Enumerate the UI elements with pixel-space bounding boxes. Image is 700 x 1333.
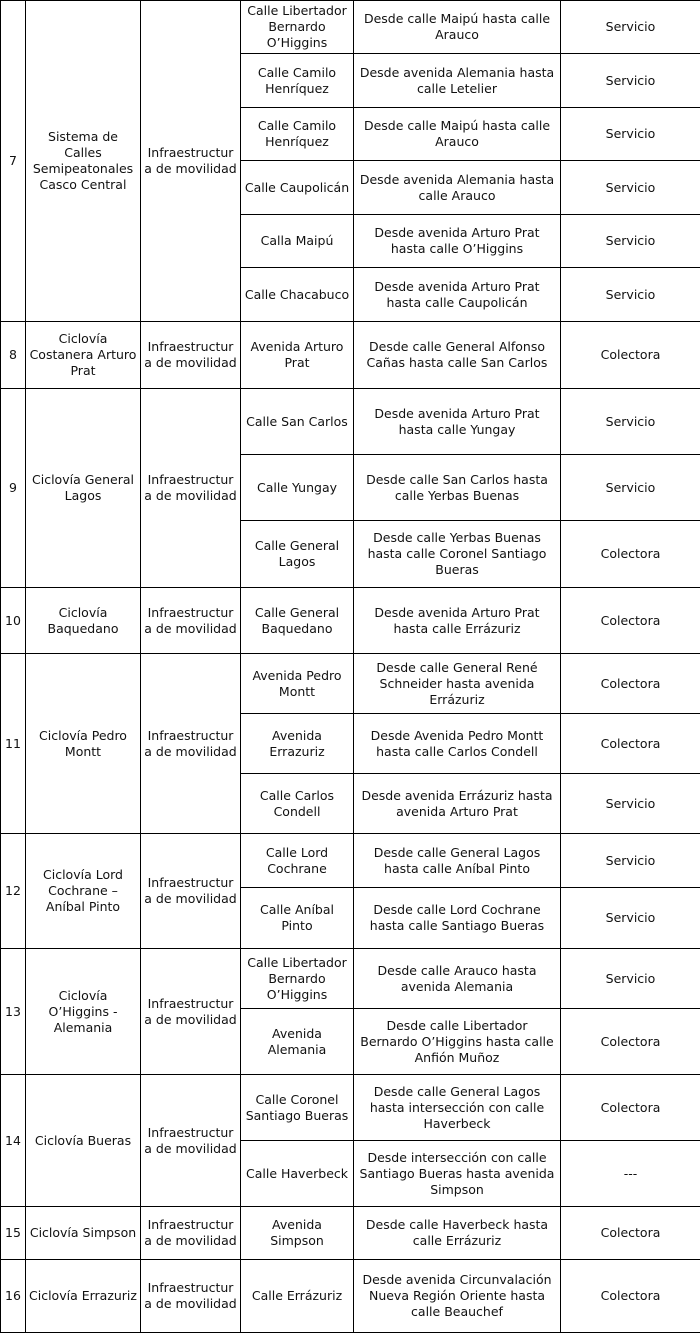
project-number: 14	[1, 1075, 26, 1207]
street-segment: Desde avenida Alemania hasta calle Arauco	[354, 161, 561, 215]
road-category: Servicio	[561, 268, 700, 322]
project-type: Infraestructura de movilidad	[141, 389, 241, 588]
street-segment: Desde calle Libertador Bernardo O’Higgins hasta calle Anfión Muñoz	[354, 1009, 561, 1075]
street-name: Calla Maipú	[241, 215, 354, 268]
street-segment: Desde avenida Arturo Prat hasta calle Caupolicán	[354, 268, 561, 322]
road-category: Servicio	[561, 161, 700, 215]
street-name: Calle Chacabuco	[241, 268, 354, 322]
project-number: 11	[1, 654, 26, 834]
road-category: Servicio	[561, 834, 700, 888]
street-name: Calle Libertador Bernardo O’Higgins	[241, 949, 354, 1009]
table-row	[1, 1207, 700, 1260]
street-segment: Desde avenida Alemania hasta calle Letelier	[354, 54, 561, 108]
road-category: Colectora	[561, 1009, 700, 1075]
project-name: Ciclovía General Lagos	[26, 389, 141, 588]
street-segment: Desde intersección con calle Santiago Bueras hasta avenida Simpson	[354, 1141, 561, 1207]
project-number: 13	[1, 949, 26, 1075]
street-segment: Desde avenida Errázuriz hasta avenida Arturo Prat	[354, 774, 561, 834]
street-name: Avenida Pedro Montt	[241, 654, 354, 714]
road-category: Servicio	[561, 54, 700, 108]
street-segment: Desde calle Yerbas Buenas hasta calle Coronel Santiago Bueras	[354, 521, 561, 588]
street-name: Calle Libertador Bernardo O’Higgins	[241, 1, 354, 54]
project-type: Infraestructura de movilidad	[141, 1260, 241, 1333]
road-category: Servicio	[561, 108, 700, 161]
table-row	[1, 1260, 700, 1333]
road-category: Servicio	[561, 774, 700, 834]
project-type: Infraestructura de movilidad	[141, 1, 241, 322]
street-name: Calle Aníbal Pinto	[241, 888, 354, 949]
street-segment: Desde Avenida Pedro Montt hasta calle Carlos Condell	[354, 714, 561, 774]
street-name: Calle Lord Cochrane	[241, 834, 354, 888]
table-row	[1, 1075, 700, 1141]
project-number: 10	[1, 588, 26, 654]
project-name: Ciclovía Errazuriz	[26, 1260, 141, 1333]
street-segment: Desde avenida Arturo Prat hasta calle Errázuriz	[354, 588, 561, 654]
road-category: Colectora	[561, 322, 700, 389]
project-number: 12	[1, 834, 26, 949]
table-row	[1, 834, 700, 888]
project-type: Infraestructura de movilidad	[141, 834, 241, 949]
road-category: Servicio	[561, 949, 700, 1009]
road-category: ---	[561, 1141, 700, 1207]
project-number: 9	[1, 389, 26, 588]
table-row	[1, 322, 700, 389]
project-name: Ciclovía Baquedano	[26, 588, 141, 654]
project-name: Ciclovía Simpson	[26, 1207, 141, 1260]
street-name: Calle San Carlos	[241, 389, 354, 455]
road-category: Servicio	[561, 389, 700, 455]
street-segment: Desde calle San Carlos hasta calle Yerbas Buenas	[354, 455, 561, 521]
street-segment: Desde calle General Lagos hasta intersección con calle Haverbeck	[354, 1075, 561, 1141]
street-segment: Desde calle General Alfonso Cañas hasta calle San Carlos	[354, 322, 561, 389]
road-category: Colectora	[561, 521, 700, 588]
street-segment: Desde calle Maipú hasta calle Arauco	[354, 1, 561, 54]
road-category: Colectora	[561, 1075, 700, 1141]
street-name: Calle Haverbeck	[241, 1141, 354, 1207]
street-name: Avenida Alemania	[241, 1009, 354, 1075]
street-segment: Desde calle Maipú hasta calle Arauco	[354, 108, 561, 161]
street-segment: Desde avenida Arturo Prat hasta calle O’Higgins	[354, 215, 561, 268]
project-type: Infraestructura de movilidad	[141, 588, 241, 654]
road-category: Servicio	[561, 888, 700, 949]
project-type: Infraestructura de movilidad	[141, 949, 241, 1075]
street-name: Calle Carlos Condell	[241, 774, 354, 834]
street-name: Calle Yungay	[241, 455, 354, 521]
road-category: Servicio	[561, 455, 700, 521]
road-category: Colectora	[561, 654, 700, 714]
street-segment: Desde calle Arauco hasta avenida Alemania	[354, 949, 561, 1009]
project-number: 7	[1, 1, 26, 322]
street-name: Calle Caupolicán	[241, 161, 354, 215]
project-type: Infraestructura de movilidad	[141, 1075, 241, 1207]
street-name: Avenida Arturo Prat	[241, 322, 354, 389]
street-name: Avenida Errazuriz	[241, 714, 354, 774]
street-name: Calle General Baquedano	[241, 588, 354, 654]
road-category: Colectora	[561, 1207, 700, 1260]
table-row	[1, 654, 700, 714]
street-segment: Desde avenida Arturo Prat hasta calle Yungay	[354, 389, 561, 455]
street-segment: Desde avenida Circunvalación Nueva Región Oriente hasta calle Beauchef	[354, 1260, 561, 1333]
table-row	[1, 588, 700, 654]
street-segment: Desde calle General René Schneider hasta avenida Errázuriz	[354, 654, 561, 714]
street-segment: Desde calle General Lagos hasta calle Aníbal Pinto	[354, 834, 561, 888]
road-category: Colectora	[561, 714, 700, 774]
table-row	[1, 1, 700, 54]
project-number: 16	[1, 1260, 26, 1333]
table-body	[1, 1, 700, 1333]
project-name: Sistema de Calles Semipeatonales Casco Central	[26, 1, 141, 322]
project-type: Infraestructura de movilidad	[141, 1207, 241, 1260]
project-type: Infraestructura de movilidad	[141, 654, 241, 834]
project-name: Ciclovía Pedro Montt	[26, 654, 141, 834]
project-type: Infraestructura de movilidad	[141, 322, 241, 389]
road-category: Servicio	[561, 1, 700, 54]
street-segment: Desde calle Haverbeck hasta calle Errázuriz	[354, 1207, 561, 1260]
street-name: Calle Camilo Henríquez	[241, 108, 354, 161]
road-category: Colectora	[561, 588, 700, 654]
project-name: Ciclovía Bueras	[26, 1075, 141, 1207]
table-row	[1, 949, 700, 1009]
street-name: Calle Errázuriz	[241, 1260, 354, 1333]
project-name: Ciclovía Lord Cochrane – Aníbal Pinto	[26, 834, 141, 949]
project-name: Ciclovía O’Higgins - Alemania	[26, 949, 141, 1075]
project-number: 15	[1, 1207, 26, 1260]
street-name: Calle Coronel Santiago Bueras	[241, 1075, 354, 1141]
project-number: 8	[1, 322, 26, 389]
street-segment: Desde calle Lord Cochrane hasta calle Santiago Bueras	[354, 888, 561, 949]
street-name: Avenida Simpson	[241, 1207, 354, 1260]
street-name: Calle Camilo Henríquez	[241, 54, 354, 108]
table-row	[1, 389, 700, 455]
project-name: Ciclovía Costanera Arturo Prat	[26, 322, 141, 389]
road-category: Servicio	[561, 215, 700, 268]
street-name: Calle General Lagos	[241, 521, 354, 588]
road-category: Colectora	[561, 1260, 700, 1333]
